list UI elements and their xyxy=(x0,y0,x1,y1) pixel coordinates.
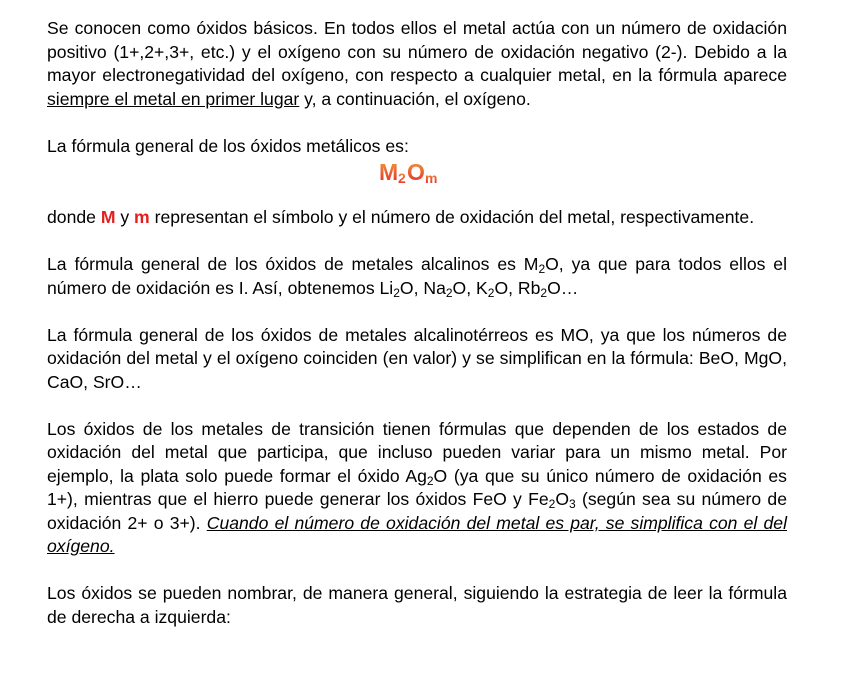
text-run: La fórmula general de los óxidos de metales alcalinos es M xyxy=(47,254,539,274)
underlined-italic-rule: Cuando el número de oxidación del metal es par, se simplifica con el del oxígeno. xyxy=(47,512,787,556)
text-run: O, Rb xyxy=(494,277,541,298)
formula-subscript-2: 2 xyxy=(398,170,406,186)
formula-m2om xyxy=(377,159,457,185)
text-run: O… xyxy=(547,277,579,298)
subscript: 3 xyxy=(569,497,576,511)
paragraph-spacer xyxy=(47,111,787,135)
paragraph-nomenclatura xyxy=(47,582,787,629)
paragraph-metales-transicion xyxy=(47,418,787,559)
subscript: 2 xyxy=(393,285,400,300)
paragraph-formula-intro xyxy=(47,135,787,159)
formula-subscript-m: m xyxy=(425,170,438,186)
text-run: y xyxy=(115,207,135,227)
subscript: 2 xyxy=(538,262,546,276)
paragraph-metales-alcalinoterreos xyxy=(47,324,787,395)
text-run: O, ya que para todos ellos el número de oxidación es I. Así, obtenemos Li xyxy=(47,254,787,298)
text-run: Los óxidos de los metales de transición tienen fórmulas que dependen de los estados de oxidación del metal que participa, que incluso pueden variar para un mismo metal. Por ejemplo, la plata solo puede formar el óxido Ag xyxy=(47,418,787,486)
underlined-emphasis: siempre el metal en primer lugar xyxy=(47,88,300,109)
paragraph-spacer xyxy=(47,300,787,324)
text-run: O, K xyxy=(452,277,488,298)
formula-symbol-m: M xyxy=(379,159,399,186)
text-run: La fórmula general de los óxidos de metales alcalinotérreos es MO, ya que los números de oxidación del metal y el oxígeno coinciden (en valor) y se simplifican en la fórmula: BeO, MgO, CaO, SrO… xyxy=(47,324,787,392)
general-formula xyxy=(47,159,787,184)
text-run: O, Na xyxy=(399,277,446,298)
text-run: representan el símbolo y el número de oxidación del metal, respectivamente. xyxy=(149,207,755,227)
variable-m-lower: m xyxy=(134,207,150,227)
formula-symbol-o: O xyxy=(407,159,425,186)
text-run: y, a continuación, el oxígeno. xyxy=(299,88,531,109)
document-body xyxy=(47,17,787,629)
paragraph-formula-variables xyxy=(47,206,787,230)
text-run: Los óxidos se pueden nombrar, de manera general, siguiendo la estrategia de leer la fórmula de derecha a izquierda: xyxy=(47,583,787,627)
subscript: 2 xyxy=(540,285,548,300)
paragraph-oxidos-basicos xyxy=(47,17,787,111)
paragraph-spacer xyxy=(47,559,787,583)
paragraph-spacer xyxy=(47,184,787,206)
text-run: donde xyxy=(47,207,101,227)
text-run: La fórmula general de los óxidos metálicos es: xyxy=(47,135,409,156)
subscript: 2 xyxy=(548,497,556,511)
paragraph-spacer xyxy=(47,394,787,418)
text-run: Se conocen como óxidos básicos. En todos ellos el metal actúa con un número de oxidación positivo (1+,2+,3+, etc.) y el oxígeno con su número de oxidación negativo (2-). Debido a la mayor electronegatividad del oxígeno, con respecto a cualquier metal, en la fórmula aparece xyxy=(47,18,787,85)
variable-m-upper: M xyxy=(100,207,116,227)
paragraph-metales-alcalinos xyxy=(47,253,787,300)
text-run: O (ya que su único número de oxidación es 1+), mientras que el hierro puede generar los óxidos FeO y Fe xyxy=(47,465,787,509)
text-run: O xyxy=(555,489,570,509)
subscript: 2 xyxy=(426,473,434,488)
subscript: 2 xyxy=(445,285,453,300)
text-run: (según sea su número de oxidación 2+ o 3+). xyxy=(47,489,787,533)
paragraph-spacer xyxy=(47,230,787,254)
subscript: 2 xyxy=(487,285,495,300)
